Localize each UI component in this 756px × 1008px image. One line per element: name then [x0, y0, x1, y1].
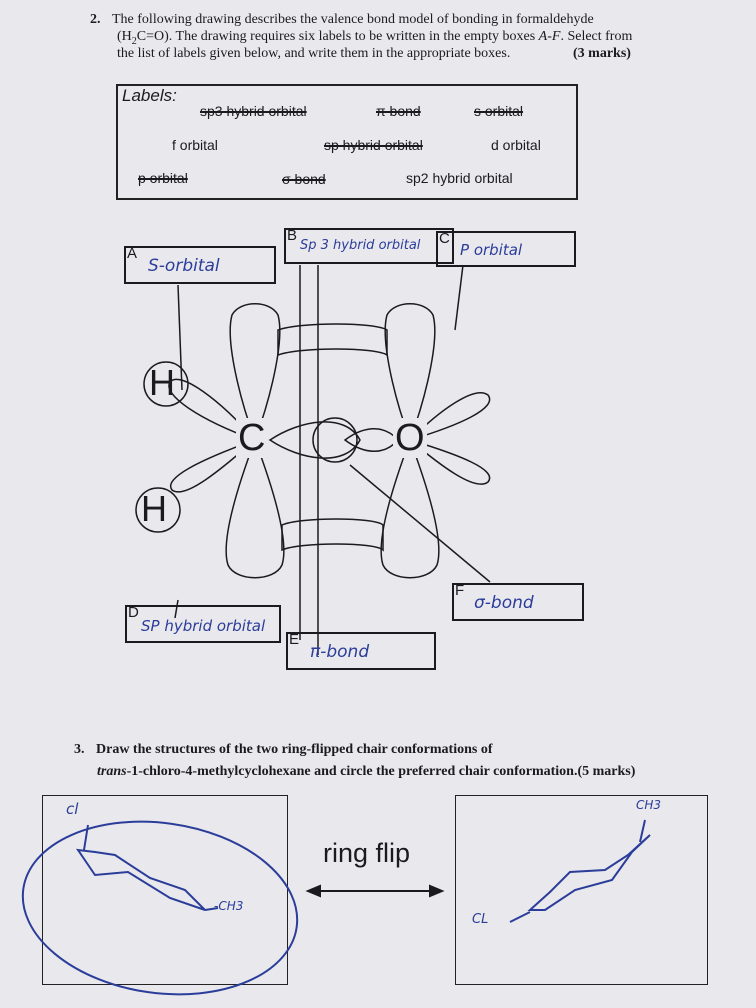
box-letter-e: E	[289, 631, 300, 648]
label-pi-bond: π bond	[376, 103, 421, 119]
q2-line2-post: . Select from	[560, 29, 633, 44]
sigma-overlap-circle	[313, 418, 357, 462]
ring-flip-arrowhead-left	[308, 886, 320, 896]
q2-line1: The following drawing describes the valence bond model of bonding in formaldehyde	[112, 12, 594, 27]
box-letter-f: F	[455, 582, 465, 599]
box-answer-b: Sp 3 hybrid orbital	[300, 238, 421, 253]
box-answer-e: π-bond	[310, 642, 370, 662]
pi-bond-bottom	[282, 519, 383, 550]
q3-number: 3.	[74, 742, 85, 757]
q2-marks: (3 marks)	[573, 46, 631, 61]
sigma-overlap	[270, 422, 360, 458]
labels-title: Labels:	[122, 86, 177, 105]
label-s-orbital: s orbital	[474, 103, 524, 119]
answer-box-d[interactable]	[125, 605, 281, 643]
leader-line-c	[455, 265, 463, 330]
carbon-atom: C	[238, 417, 266, 459]
box-answer-f: σ-bond	[474, 593, 534, 613]
q3-marks: (5 marks)	[577, 764, 636, 779]
oxygen-p-lobe-bottom	[381, 440, 439, 578]
q2-line2-ital: A-F	[538, 29, 561, 44]
right-chair-ring	[530, 835, 650, 910]
leader-line-f	[350, 465, 490, 582]
box-answer-c: P orbital	[460, 241, 523, 259]
box-letter-a: A	[127, 245, 138, 262]
right-ch3-label: CH3	[636, 798, 662, 812]
label-sigma-bond: σ bond	[282, 171, 326, 187]
label-sp-hybrid: sp hybrid orbital	[324, 137, 423, 153]
oxygen-atom: O	[395, 417, 425, 459]
label-sp3: sp3 hybrid orbital	[200, 103, 307, 119]
q3-line2-rest: -1-chloro-4-methylcyclohexane and circle the preferred chair conformation.	[126, 764, 578, 779]
q2-line3-text: the list of labels given below, and write them in the appropriate boxes.	[117, 46, 511, 61]
pi-bond-top	[278, 324, 387, 355]
right-cl-bond	[510, 912, 530, 922]
q2-line2-pre: (H	[117, 29, 132, 44]
sigma-oxygen-side	[345, 429, 398, 452]
box-letter-b: B	[287, 227, 298, 244]
box-answer-d: SP hybrid orbital	[141, 617, 266, 635]
ring-flip-label: ring flip	[323, 838, 411, 868]
left-chair-ring	[78, 850, 205, 910]
left-cl-label: cl	[66, 800, 79, 818]
label-d-orbital: d orbital	[491, 137, 541, 153]
answer-box-b[interactable]	[284, 228, 454, 264]
carbon-p-lobe-bottom	[226, 440, 284, 578]
chair-conformations-drawing	[0, 780, 756, 1008]
answer-box-f[interactable]	[452, 583, 584, 621]
box-answer-a: S-orbital	[148, 256, 220, 276]
q2-line2-mid: C=O). The drawing requires six labels to be written in the empty boxes	[136, 29, 539, 44]
label-sp2-hybrid: sp2 hybrid orbital	[406, 170, 513, 186]
answer-box-c[interactable]	[436, 231, 576, 267]
q2-number: 2.	[90, 12, 101, 27]
q2-line2-sub: 2	[131, 35, 137, 47]
box-letter-c: C	[439, 230, 450, 247]
preferred-circle	[12, 805, 309, 1008]
leader-line-a	[178, 285, 182, 390]
h-atom-top: H	[149, 362, 175, 403]
q3-line2	[97, 763, 737, 780]
h-atom-bottom: H	[141, 488, 167, 529]
ring-flip-arrowhead-right	[430, 886, 442, 896]
left-ch3-label: -CH3	[214, 899, 244, 913]
q3-line2-ital: trans	[97, 764, 127, 779]
answer-box-e[interactable]	[286, 632, 436, 670]
label-f-orbital: f orbital	[172, 137, 218, 153]
label-p-orbital: p orbital	[138, 170, 188, 186]
q3-header	[74, 741, 714, 758]
answer-box-a[interactable]	[124, 246, 276, 284]
right-ch3-bond	[640, 820, 645, 842]
box-letter-d: D	[128, 604, 139, 621]
right-cl-label: CL	[472, 912, 489, 927]
q3-line1: Draw the structures of the two ring-flipped chair conformations of	[96, 742, 493, 757]
